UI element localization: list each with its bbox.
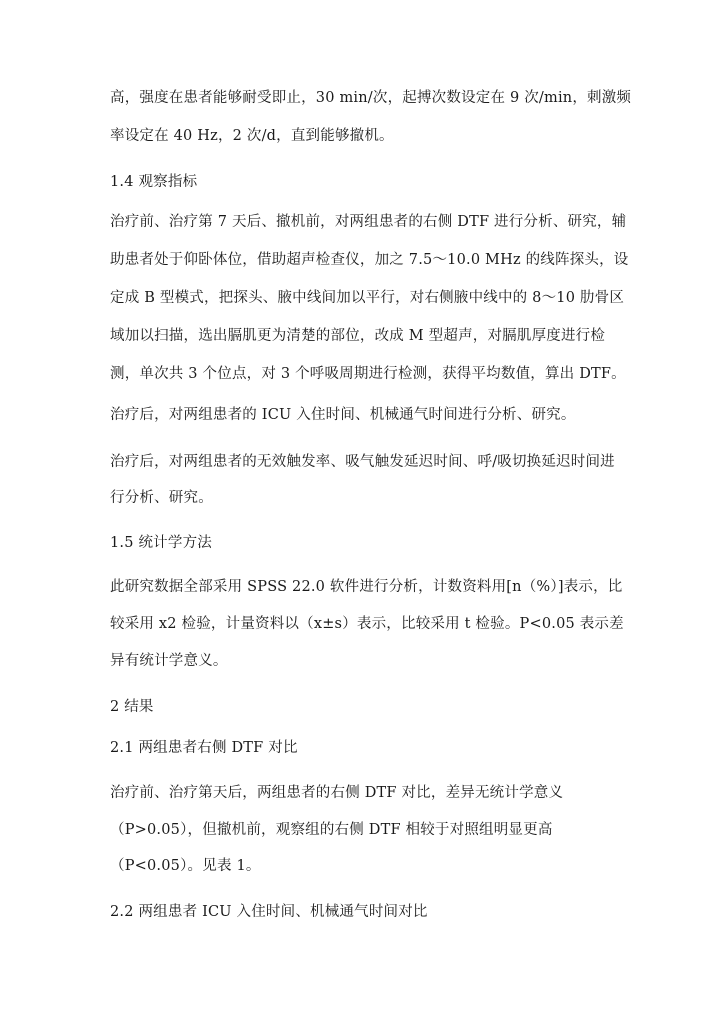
body-line: 助患者处于仰卧体位，借助超声检查仪，加之 7.5～10.0 MHz 的线阵探头，设 [110, 252, 629, 268]
body-line: 域加以扫描，选出膈肌更为清楚的部位，改成 M 型超声，对膈肌厚度进行检 [110, 328, 606, 344]
body-line: （P<0.05）。见表 1。 [110, 858, 261, 874]
section-heading-2-1: 2.1 两组患者右侧 DTF 对比 [110, 740, 298, 756]
section-heading-2: 2 结果 [110, 699, 154, 715]
body-line: 治疗后，对两组患者的无效触发率、吸气触发延迟时间、呼/吸切换延迟时间进 [110, 454, 615, 470]
body-line: 较采用 x2 检验，计量资料以（x±s）表示，比较采用 t 检验。P<0.05 表示差 [110, 616, 624, 632]
body-line-cont-1: 高，强度在患者能够耐受即止，30 min/次，起搏次数设定在 9 次/min，刺激频 [110, 90, 632, 106]
body-line: （P>0.05），但撤机前，观察组的右侧 DTF 相较于对照组明显更高 [110, 822, 553, 838]
section-heading-1-4: 1.4 观察指标 [110, 174, 198, 190]
section-heading-1-5: 1.5 统计学方法 [110, 535, 212, 551]
body-line: 异有统计学意义。 [110, 653, 228, 669]
body-line-cont-2: 率设定在 40 Hz，2 次/d，直到能够撤机。 [110, 128, 394, 144]
body-line: 此研究数据全部采用 SPSS 22.0 软件进行分析，计数资料用[n（%）]表示，比 [110, 579, 623, 595]
body-line: 测，单次共 3 个位点，对 3 个呼吸周期进行检测，获得平均数值，算出 DTF。 [110, 366, 626, 382]
body-line: 治疗后，对两组患者的 ICU 入住时间、机械通气时间进行分析、研究。 [110, 407, 576, 423]
section-heading-2-2: 2.2 两组患者 ICU 入住时间、机械通气时间对比 [110, 904, 428, 920]
body-line: 治疗前、治疗第 7 天后、撤机前，对两组患者的右侧 DTF 进行分析、研究，辅 [110, 214, 627, 230]
body-line: 行分析、研究。 [110, 490, 213, 506]
body-line: 治疗前、治疗第天后，两组患者的右侧 DTF 对比，差异无统计学意义 [110, 785, 564, 801]
body-line: 定成 B 型模式，把探头、腋中线间加以平行，对右侧腋中线中的 8～10 肋骨区 [110, 290, 625, 306]
